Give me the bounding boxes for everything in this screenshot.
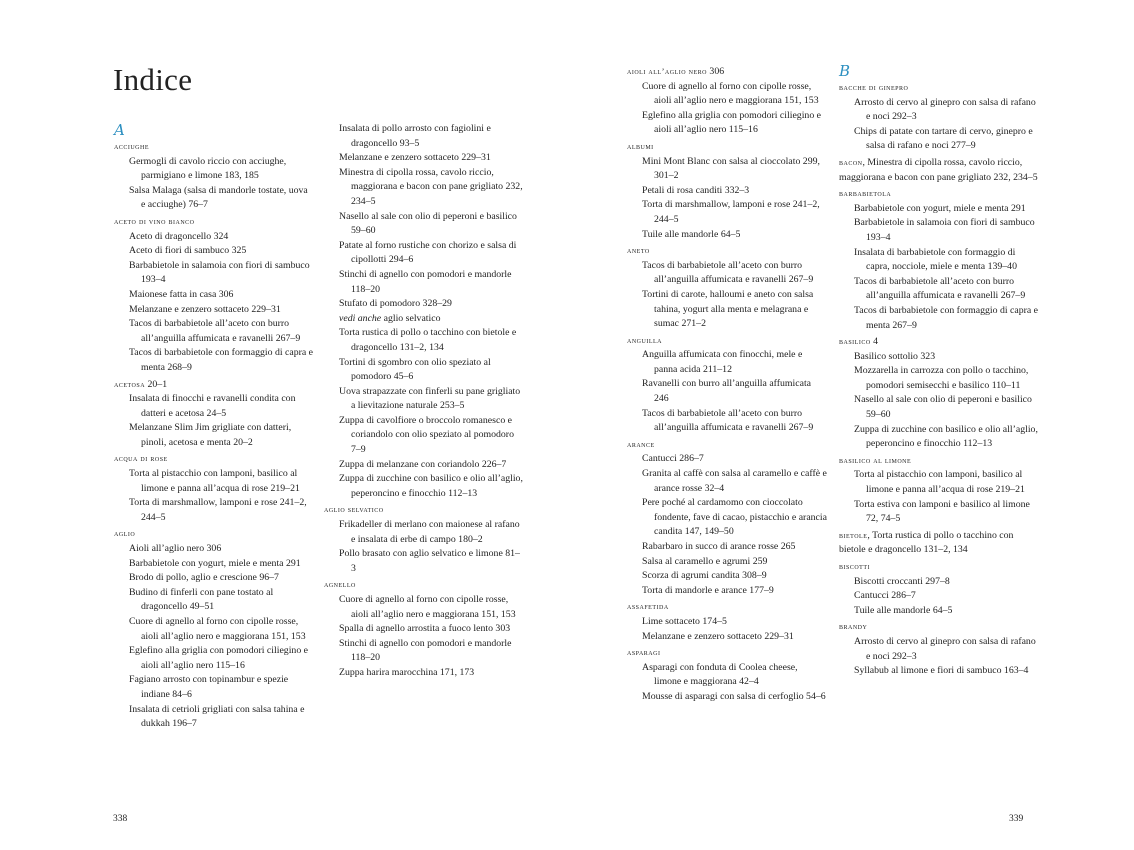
heading-ref: 20–1 (145, 378, 168, 390)
index-heading (324, 503, 524, 518)
index-subentry: Torta al pistacchio con lamponi, basilico al limone e panna all’acqua di rose 219–21 (854, 469, 1025, 496)
see-also-label: vedi anche (339, 312, 382, 324)
index-heading (839, 187, 1039, 202)
index-subentry: Pollo brasato con aglio selvatico e limone 81–3 (339, 548, 520, 574)
index-subentry: Torta rustica di pollo o tacchino con bietole e dragoncello 131–2, 134 (339, 327, 517, 353)
index-subentry: Insalata di pollo arrosto con fagiolini e dragoncello 93–5 (339, 123, 491, 149)
heading-term: bacche di ginepro (839, 83, 909, 92)
index-subentry: Barbabietole con yogurt, miele e menta 291 (129, 557, 301, 569)
index-heading (114, 527, 314, 542)
index-subentry: Tortini di carote, halloumi e aneto con salsa tahina, yogurt alla menta e melagrana e sumac 271–2 (642, 288, 814, 330)
index-heading (114, 140, 314, 155)
index-subentry: Syllabub al limone e fiori di sambuco 163–4 (854, 665, 1029, 677)
index-subentry: Cantucci 286–7 (854, 590, 916, 602)
index-subentry: Nasello al sale con olio di peperoni e basilico 59–60 (854, 394, 1032, 421)
index-subentry: Arrosto di cervo al ginepro con salsa di rafano e noci 292–3 (854, 96, 1036, 123)
index-column-4 (839, 63, 1039, 679)
index-heading (627, 438, 827, 453)
heading-term: arance (627, 439, 655, 449)
index-subentry: Granita al caffè con salsa al caramello e caffè e arance rosse 32–4 (642, 468, 827, 494)
index-subentry: Maionese fatta in casa 306 (129, 288, 234, 300)
page-number-left: 338 (113, 814, 128, 824)
index-subentry: Stufato di pomodoro 328–29 (339, 298, 452, 310)
index-subentry: Barbabietole in salamoia con fiori di sambuco 193–4 (854, 217, 1035, 243)
index-heading (839, 335, 1039, 350)
heading-ref: 306 (706, 66, 725, 77)
index-subentry: Melanzane e zenzero sottaceto 229–31 (642, 630, 794, 642)
index-subentry: Zuppa di cavolfiore o broccolo romanesco e coriandolo con olio speziato al pomodoro 7–9 (339, 414, 514, 456)
section-letter-a: A (114, 121, 125, 139)
index-subentry: Fagiano arrosto con topinambur e spezie indiane 84–6 (129, 674, 289, 700)
index-subentry: Zuppa harira marocchina 171, 173 (339, 666, 475, 678)
index-subentry: Salsa al caramello e agrumi 259 (642, 555, 768, 567)
heading-term: asparagi (627, 648, 661, 658)
index-subentry: Melanzane Slim Jim grigliate con datteri, pinoli, acetosa e menta 20–2 (129, 422, 292, 448)
heading-term: acetosa (114, 379, 146, 389)
index-subentry: Patate al forno rustiche con chorizo e salsa di cipollotti 294–6 (339, 239, 517, 266)
index-subentry: Chips di patate con tartare di cervo, ginepro e salsa di rafano e noci 277–9 (854, 125, 1033, 152)
index-subentry: Basilico sottolio 323 (854, 350, 936, 362)
heading-term: aioli all’aglio nero (627, 67, 707, 76)
index-subentry: Insalata di barbabietole con formaggio di capra, nocciole, miele e menta 139–40 (854, 246, 1017, 273)
index-subentry: Zuppa di melanzane con coriandolo 226–7 (339, 458, 507, 470)
index-heading (839, 529, 1039, 558)
heading-term: acqua di rose (114, 454, 168, 464)
index-heading (114, 452, 314, 467)
heading-term: albumi (627, 141, 654, 151)
index-subentry: Petali di rosa canditi 332–3 (642, 184, 750, 196)
index-heading (114, 378, 314, 393)
index-heading (839, 81, 1039, 96)
index-subentry: Asparagi con fonduta di Coolea cheese, limone e maggiorana 42–4 (642, 661, 798, 688)
index-subentry: Uova strapazzate con finferli su pane grigliato a lievitazione naturale 253–5 (339, 385, 521, 412)
see-also-note (324, 312, 524, 327)
index-subentry: Anguilla affumicata con finocchi, mele e panna acida 211–12 (642, 349, 803, 375)
index-heading (627, 140, 827, 155)
index-heading (627, 244, 827, 259)
index-subentry: Mini Mont Blanc con salsa al cioccolato 299, 301–2 (642, 155, 820, 182)
index-subentry: Scorza di agrumi candita 308–9 (642, 570, 767, 582)
heading-term: anguilla (627, 335, 662, 345)
index-subentry: Tuile alle mandorle 64–5 (854, 604, 953, 616)
index-subentry: Biscotti croccanti 297–8 (854, 575, 950, 587)
heading-term: biscotti (839, 562, 870, 571)
index-subentry: Nasello al sale con olio di peperoni e basilico 59–60 (339, 210, 517, 237)
index-subentry: Germogli di cavolo riccio con acciughe, parmigiano e limone 183, 185 (129, 155, 287, 182)
index-heading (627, 334, 827, 349)
index-heading (627, 646, 827, 661)
index-heading (627, 65, 827, 80)
index-subentry: Insalata di finocchi e ravanelli condita con datteri e acetosa 24–5 (129, 393, 296, 419)
index-column-2 (324, 122, 524, 681)
index-subentry: Ravanelli con burro all’anguilla affumicata 246 (642, 378, 812, 405)
index-subentry: Cuore di agnello al forno con cipolle rosse, aioli all’aglio nero e maggiorana 151, 153 (642, 80, 819, 107)
index-subentry: Brodo di pollo, aglio e crescione 96–7 (129, 572, 279, 584)
heading-ref: , Minestra di cipolla rossa, cavolo riccio, maggiorana e bacon con pane grigliato 232, 234–5 (839, 156, 1038, 183)
index-heading (839, 156, 1039, 185)
index-subentry: Pere poché al cardamomo con cioccolato fondente, fave di cacao, pistacchio e arancia candita 147, 149–50 (642, 497, 827, 538)
index-subentry: Tacos di barbabietole all’aceto con burro all’anguilla affumicata e ravanelli 267–9 (129, 318, 301, 344)
index-subentry: Aceto di dragoncello 324 (129, 230, 229, 242)
index-subentry: Mozzarella in carrozza con pollo o tacchino, pomodori semisecchi e basilico 110–11 (854, 365, 1029, 391)
index-subentry: Cantucci 286–7 (642, 453, 704, 465)
index-subentry: Rabarbaro in succo di arance rosse 265 (642, 541, 796, 552)
index-subentry: Mousse di asparagi con salsa di cerfoglio 54–6 (642, 690, 826, 702)
index-column-1 (114, 122, 314, 732)
index-heading (839, 620, 1039, 635)
page-title: Indice (113, 62, 193, 97)
index-subentry: Insalata di cetrioli grigliati con salsa tahina e dukkah 196–7 (129, 703, 305, 730)
index-subentry: Stinchi di agnello con pomodori e mandorle 118–20 (339, 268, 512, 295)
heading-term: aceto di vino bianco (114, 216, 195, 226)
index-subentry: Torta al pistacchio con lamponi, basilico al limone e panna all’acqua di rose 219–21 (129, 468, 300, 494)
index-subentry: Melanzane e zenzero sottaceto 229–31 (129, 303, 281, 315)
heading-term: basilico al limone (839, 455, 912, 465)
heading-term: bietole (839, 530, 868, 540)
index-subentry: Tuile alle mandorle 64–5 (642, 228, 741, 240)
heading-term: brandy (839, 622, 868, 632)
index-subentry: Torta di marshmallow, lamponi e rose 241–2, 244–5 (642, 199, 820, 225)
index-heading (627, 600, 827, 615)
heading-term: bacon (839, 157, 863, 167)
index-subentry: Arrosto di cervo al ginepro con salsa di rafano e noci 292–3 (854, 635, 1036, 662)
index-subentry: Lime sottaceto 174–5 (642, 615, 727, 627)
index-subentry: Budino di finferli con pane tostato al dragoncello 49–51 (129, 586, 274, 613)
section-letter-b: B (839, 62, 851, 80)
index-subentry: Eglefino alla griglia con pomodori ciliegino e aioli all’aglio nero 115–16 (129, 645, 309, 671)
index-column-3 (627, 63, 827, 705)
index-subentry: Barbabietole in salamoia con fiori di sambuco 193–4 (129, 259, 310, 286)
index-subentry: Cuore di agnello al forno con cipolle rosse, aioli all’aglio nero e maggiorana 151, 153 (339, 594, 516, 620)
heading-term: assafetida (627, 602, 669, 612)
index-subentry: Spalla di agnello arrostita a fuoco lento 303 (339, 623, 511, 635)
index-subentry: Aceto di fiori di sambuco 325 (129, 245, 247, 257)
index-subentry: Tacos di barbabietole all’aceto con burro all’anguilla affumicata e ravanelli 267–9 (854, 275, 1026, 302)
heading-term: aglio selvatico (324, 505, 384, 515)
heading-term: aglio (114, 529, 136, 539)
index-subentry: Zuppa di zucchine con basilico e olio all’aglio, peperoncino e finocchio 112–13 (339, 473, 523, 499)
index-subentry: Frikadeller di merlano con maionese al rafano e insalata di erbe di campo 180–2 (339, 519, 520, 545)
index-subentry: Zuppa di zucchine con basilico e olio all’aglio, peperoncino e finocchio 112–13 (854, 423, 1038, 450)
heading-term: basilico (839, 337, 871, 347)
index-subentry: Torta di mandorle e arance 177–9 (642, 584, 774, 596)
index-subentry: Aioli all’aglio nero 306 (129, 543, 222, 555)
index-subentry: Minestra di cipolla rossa, cavolo riccio, maggiorana e bacon con pane grigliato 232, 234–5 (339, 166, 523, 207)
index-subentry: Cuore di agnello al forno con cipolle rosse, aioli all’aglio nero e maggiorana 151, 153 (129, 616, 306, 642)
index-subentry: Tacos di barbabietole all’aceto con burro all’anguilla affumicata e ravanelli 267–9 (642, 259, 814, 286)
index-subentry: Tacos di barbabietole con formaggio di capra e menta 267–9 (854, 304, 1039, 331)
heading-term: aneto (627, 246, 650, 256)
index-subentry: Torta estiva con lamponi e basilico al limone 72, 74–5 (854, 498, 1030, 525)
index-heading (839, 560, 1039, 575)
index-subentry: Torta di marshmallow, lamponi e rose 241–2, 244–5 (129, 497, 307, 523)
heading-ref: 4 (870, 336, 879, 348)
index-subentry: Tortini di sgombro con olio speziato al pomodoro 45–6 (339, 356, 491, 383)
index-subentry: Barbabietole con yogurt, miele e menta 291 (854, 202, 1026, 214)
heading-ref: , Torta rustica di pollo o tacchino con bietole e dragoncello 131–2, 134 (839, 529, 1014, 556)
heading-term: barbabietola (839, 189, 892, 199)
index-heading (324, 578, 524, 593)
index-subentry: Tacos di barbabietole con formaggio di capra e menta 268–9 (129, 347, 314, 373)
page-number-right: 339 (1009, 814, 1024, 824)
heading-term: acciughe (114, 142, 149, 151)
index-heading (839, 454, 1039, 469)
index-subentry: Tacos di barbabietole all’aceto con burro all’anguilla affumicata e ravanelli 267–9 (642, 407, 814, 434)
heading-term: agnello (324, 580, 356, 590)
index-subentry: Stinchi di agnello con pomodori e mandorle 118–20 (339, 637, 512, 664)
index-subentry: Melanzane e zenzero sottaceto 229–31 (339, 152, 491, 164)
index-heading (114, 215, 314, 230)
index-subentry: Eglefino alla griglia con pomodori ciliegino e aioli all’aglio nero 115–16 (642, 109, 822, 136)
index-subentry: Salsa Malaga (salsa di mandorle tostate, uova e acciughe) 76–7 (129, 184, 308, 211)
see-also-target: aglio selvatico (381, 312, 441, 324)
